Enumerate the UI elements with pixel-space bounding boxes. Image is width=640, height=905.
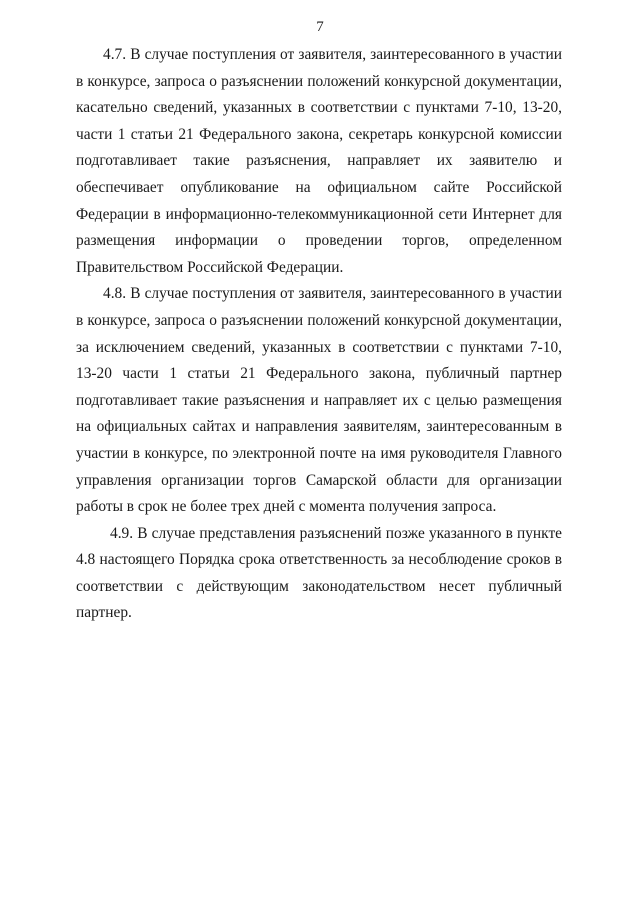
paragraph-4-9: 4.9. В случае представления разъяснений позже указанного в пункте 4.8 настоящего Порядка срока ответственность за несоблюдение сроков в соответствии с действующим законодательством несет публичный партнер. (76, 524, 562, 622)
paragraph-4-7: 4.7. В случае поступления от заявителя, заинтересованного в участии в конкурсе, запроса о разъяснении положений конкурсной документации, касательно сведений, указанных в соответствии с пунктами 7-10, 13-20, части 1 статьи 21 Федерального закона, секретарь конкурсной комиссии подготавливает такие разъяснения, направляет их заявителю и обеспечивает опубликование на официальном сайте Российской Федерации в информационно-телекоммуникационной сети Интернет для размещения информации о проведении торгов, определенном Правительством Российской Федерации. (76, 46, 562, 276)
page-number: 7 (316, 19, 324, 35)
document-body (76, 42, 562, 627)
paragraph-4-8: 4.8. В случае поступления от заявителя, заинтересованного в участии в конкурсе, запроса о разъяснении положений конкурсной документации, за исключением сведений, указанных в соответствии с пунктами 7-10, 13-20 части 1 статьи 21 Федерального закона, публичный партнер подготавливает такие разъяснения и направляет их с целью размещения на официальных сайтах и направления заявителям, заинтересованным в участии в конкурсе, по электронной почте на имя руководителя Главного управления организации торгов Самарской области для организации работы в срок не более трех дней с момента получения запроса. (76, 285, 562, 516)
